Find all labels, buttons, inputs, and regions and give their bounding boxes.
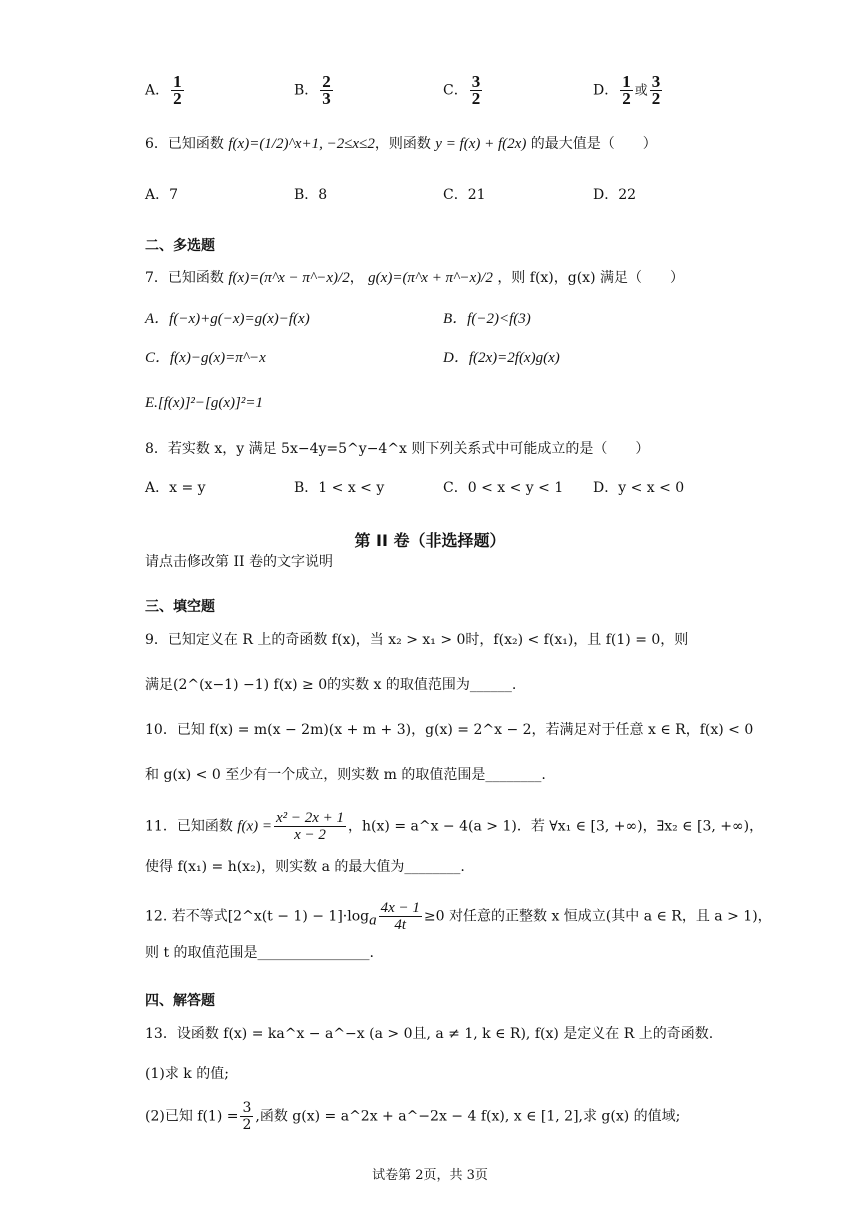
fraction [650, 74, 663, 107]
question-10-line-2: 和 g(x) < 0 至少有一个成立，则实数 m 的取值范围是________. [145, 767, 546, 783]
numerator: 1 [622, 72, 631, 91]
or-text: 或 [634, 83, 648, 99]
option-label: A． [145, 82, 170, 99]
q8-option-a: A．x = y [145, 480, 206, 496]
question-text: 12. 若不等式[2^x(t − 1) − 1]·log [145, 908, 370, 925]
numerator: 1 [173, 72, 182, 91]
section-heading: 二、多选题 [145, 238, 215, 254]
numerator: x² − 2x + 1 [275, 810, 345, 826]
denominator: x − 2 [294, 827, 326, 843]
q6-option-c: C．21 [443, 187, 486, 203]
question-text: ，h(x) = a^x − 4(a > 1)．若 ∀x₁ ∈ [3, +∞)，∃x₂ ∈ [3, +∞)， [348, 818, 764, 835]
question-9-line-1: 9．已知定义在 R 上的奇函数 f(x)，当 x₂ > x₁ > 0时，f(x₂) < f(x₁)，且 f(1) = 0，则 [145, 632, 689, 648]
question-text: ,函数 g(x) = a^2x + a^−2x − 4 f(x), x ∈ [1, 2],求 g(x) 的值域; [255, 1108, 681, 1125]
denominator: 2 [242, 1117, 252, 1133]
numerator: 3 [471, 72, 481, 91]
question-7 [145, 268, 684, 288]
question-12-line-1 [145, 900, 772, 933]
part-note: 请点击修改第 II 卷的文字说明 [145, 554, 333, 570]
question-text: ≥0 对任意的正整数 x 恒成立(其中 a ∈ R，且 a > 1)， [423, 908, 772, 925]
part-title: 第 II 卷（非选择题） [354, 531, 506, 550]
denominator: 2 [651, 89, 661, 108]
numerator: 2 [322, 72, 331, 91]
question-12-line-2: 则 t 的取值范围是________________. [145, 945, 374, 961]
q5-option-c [443, 74, 484, 107]
question-13-line-1: 13．设函数 f(x) = ka^x − a^−x (a > 0且, a ≠ 1, k ∈ R), f(x) 是定义在 R 上的奇函数. [145, 1026, 714, 1042]
q8-option-c: C．0 < x < y < 1 [443, 480, 564, 496]
q5-option-a [145, 74, 186, 107]
question-6 [145, 134, 657, 154]
question-11-line-1 [145, 810, 763, 843]
question-9-line-2: 满足(2^(x−1) −1) f(x) ≥ 0的实数 x 的取值范围为______. [145, 677, 517, 693]
q5-option-b [294, 74, 335, 107]
question-text: 11．已知函数 [145, 818, 233, 835]
q6-option-a: A．7 [145, 187, 179, 203]
section-heading: 四、解答题 [145, 993, 215, 1009]
q7-option-c: C．f(x)−g(x)=π^−x [145, 350, 266, 366]
math-expression: y = f(x) + f(2x) [435, 136, 527, 152]
q5-option-d [593, 74, 664, 107]
question-text: (2)已知 f(1) = [145, 1108, 239, 1125]
page-footer: 试卷第 2页，共 3页 [372, 1168, 488, 1183]
q6-option-b: B．8 [294, 187, 328, 203]
q6-option-d: D．22 [593, 187, 637, 203]
denominator: 3 [322, 89, 331, 108]
question-8: 8．若实数 x，y 满足 5x−4y=5^y−4^x 则下列关系式中可能成立的是（ ） [145, 441, 650, 457]
q7-option-a: A．f(−x)+g(−x)=g(x)−f(x) [145, 311, 310, 327]
section-heading: 三、填空题 [145, 599, 215, 615]
question-text: 的最大值是（ ） [530, 136, 657, 152]
q8-option-b: B．1 < x < y [294, 480, 385, 496]
denominator: 4t [394, 917, 407, 933]
question-11-line-2: 使得 f(x₁) = h(x₂)，则实数 a 的最大值为________. [145, 859, 465, 875]
math-expression: f(x) = [237, 818, 272, 835]
q8-option-d: D．y < x < 0 [593, 480, 685, 496]
fraction [620, 74, 633, 107]
question-text: 7．已知函数 [145, 270, 224, 286]
question-text: 6．已知函数 [145, 136, 224, 152]
separator: ， [349, 270, 364, 286]
question-10-line-1: 10．已知 f(x) = m(x − 2m)(x + m + 3)，g(x) = 2^x − 2，若满足对于任意 x ∈ R，f(x) < 0 [145, 722, 754, 738]
numerator: 4x − 1 [380, 900, 420, 916]
denominator: 2 [622, 89, 631, 108]
denominator: 2 [173, 89, 182, 108]
q7-option-e: E.[f(x)]²−[g(x)]²=1 [145, 395, 263, 411]
math-expression: f(x)=(1/2)^x+1, −2≤x≤2 [228, 136, 375, 152]
question-text: ，则函数 [374, 136, 431, 152]
fraction [470, 74, 483, 107]
denominator: 2 [471, 89, 481, 108]
fraction [171, 74, 184, 107]
numerator: 3 [651, 72, 661, 91]
fraction [274, 810, 346, 843]
q7-option-d: D．f(2x)=2f(x)g(x) [443, 350, 560, 366]
q7-option-b: B．f(−2)<f(3) [443, 311, 531, 327]
question-13-line-2: (1)求 k 的值; [145, 1066, 229, 1082]
option-label: B． [294, 82, 319, 99]
fraction [240, 1100, 253, 1133]
question-13-line-3 [145, 1100, 680, 1133]
option-label: D． [593, 82, 619, 99]
fraction [320, 74, 333, 107]
option-label: C． [443, 82, 468, 99]
log-base: a [369, 912, 377, 929]
question-text: ，则 f(x)，g(x) 满足（ ） [497, 270, 684, 286]
math-expression: g(x)=(π^x + π^−x)/2 [368, 270, 493, 286]
numerator: 3 [242, 1100, 252, 1116]
fraction [379, 900, 422, 933]
math-expression: f(x)=(π^x − π^−x)/2 [228, 270, 350, 286]
